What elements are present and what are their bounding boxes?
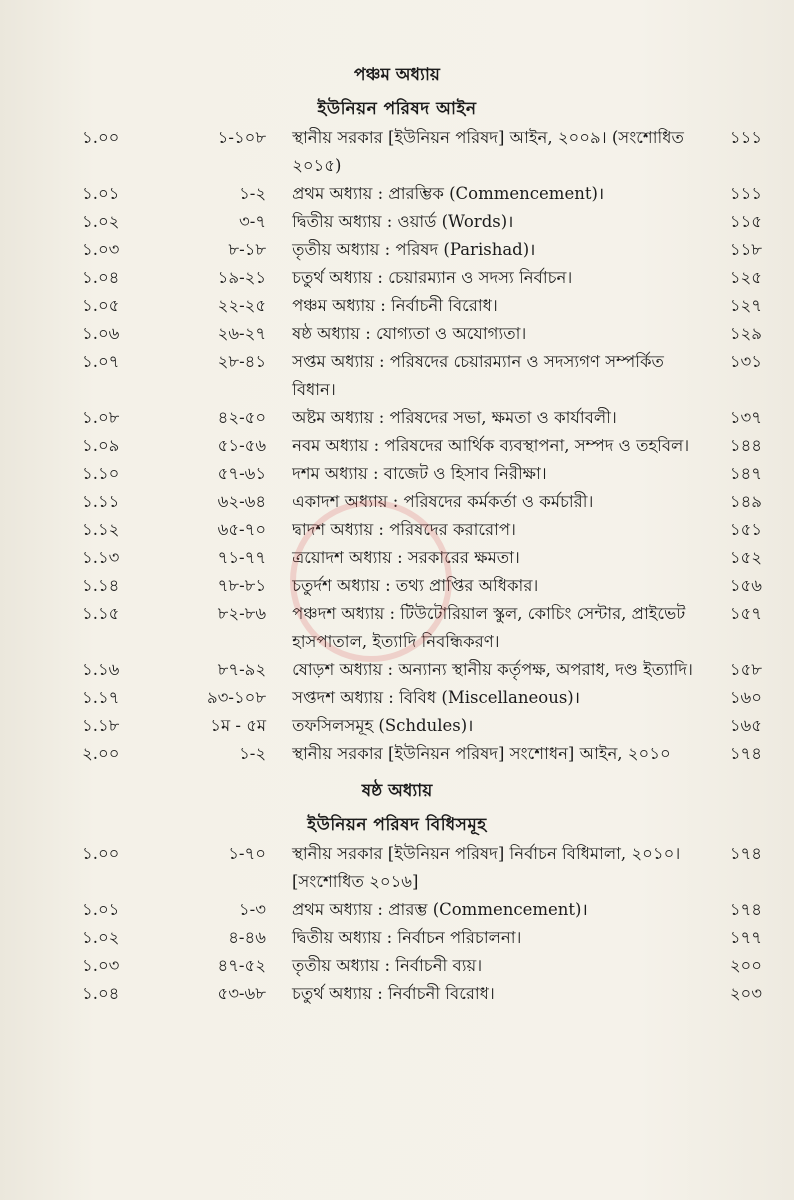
- section-range: ৫৩-৬৮: [217, 984, 266, 1003]
- section-number: ১.০২: [82, 928, 120, 947]
- section-title-text: চতুর্থ অধ্যায় : নির্বাচনী বিরোধ।: [291, 984, 495, 1003]
- section-range: ১-৭০: [228, 844, 266, 863]
- section-number: ১.১৫: [82, 604, 120, 623]
- section-title-text: চতুর্থ অধ্যায় : চেয়ারম্যান ও সদস্য নির্বাচন।: [292, 268, 573, 287]
- page-number: ১২৫: [729, 268, 762, 287]
- section-range: ৮-১৮: [228, 240, 267, 259]
- section-range: ৬৫-৭০: [217, 520, 267, 539]
- section-number: ১.০৪: [82, 984, 120, 1003]
- toc-row: [82, 264, 762, 292]
- section-range: ৪-৪৬: [228, 928, 266, 947]
- chapter-heading: ষষ্ঠ অধ্যায়: [361, 781, 433, 801]
- section-number: ১.১৪: [82, 576, 120, 595]
- section-range: ১-২: [239, 744, 267, 763]
- section-title-text: স্থানীয় সরকার [ইউনিয়ন পরিষদ] নির্বাচন বিধিমালা, ২০১০। [সংশোধিত ২০১৬]: [291, 844, 681, 891]
- section-range: ৯৩-১০৮: [206, 688, 267, 707]
- section-range: ১-৩: [238, 900, 266, 919]
- section-number: ১.০২: [82, 212, 120, 231]
- section-number: ১.১০: [82, 464, 120, 483]
- section-range: ৭৮-৮১: [217, 576, 267, 595]
- toc-row: [82, 572, 762, 600]
- section-number: ১.০৯: [82, 436, 120, 455]
- page-number: ১৫২: [729, 548, 762, 567]
- chapter-heading: পঞ্চম অধ্যায়: [354, 65, 440, 85]
- section-title-text: পঞ্চদশ অধ্যায় : টিউটোরিয়াল স্কুল, কোচিং সেন্টার, প্রাইভেট হাসপাতাল, ইত্যাদি নিবন্ধিকরণ।: [292, 604, 686, 651]
- toc-row: [82, 124, 762, 180]
- section-range: ৮২-৮৬: [217, 604, 267, 623]
- section-range: ৮৭-৯২: [217, 660, 267, 679]
- page-number: ১৭৪: [729, 900, 762, 919]
- page-number: ১৫৮: [729, 660, 762, 679]
- section-range: ১ম - ৫ম: [210, 716, 267, 735]
- page-number: ১৪৭: [729, 464, 762, 483]
- toc-row: [82, 544, 762, 572]
- section-range: ২৮-৪১: [217, 352, 267, 371]
- section-range: ১-১০৮: [217, 128, 267, 147]
- page-number: ১২৯: [729, 324, 762, 343]
- page-number: ২০০: [729, 956, 762, 975]
- section-title-text: স্থানীয় সরকার [ইউনিয়ন পরিষদ] সংশোধন] আইন, ২০১০: [292, 744, 671, 763]
- section-number: ১.১২: [82, 520, 120, 539]
- toc-body: [82, 124, 762, 768]
- section-title: ইউনিয়ন পরিষদ বিধিসমূহ: [307, 815, 487, 835]
- section-number: ১.০৭: [82, 352, 120, 371]
- toc-row: [82, 600, 762, 656]
- section-title-text: অষ্টম অধ্যায় : পরিষদের সভা, ক্ষমতা ও কার্যাবলী।: [292, 408, 617, 427]
- toc-row: [82, 516, 762, 544]
- toc-row: [82, 488, 762, 516]
- section-title-text: তফসিলসমূহ (Schdules)।: [292, 716, 474, 735]
- page-number: ১১১: [729, 128, 762, 147]
- section-title-text: চতুর্দশ অধ্যায় : তথ্য প্রাপ্তির অধিকার।: [292, 576, 539, 595]
- section-number: ২.০০: [82, 744, 120, 763]
- section-number: ১.০৪: [82, 268, 120, 287]
- section-title-text: একাদশ অধ্যায় : পরিষদের কর্মকর্তা ও কর্মচারী।: [292, 492, 594, 511]
- section-title-text: সপ্তদশ অধ্যায় : বিবিধ (Miscellaneous)।: [292, 688, 580, 707]
- toc-row: [82, 980, 762, 1008]
- toc-row: [82, 236, 762, 264]
- section-title-text: প্রথম অধ্যায় : প্রারম্ভ (Commencement)।: [291, 900, 588, 919]
- section-number: ১.০১: [82, 900, 120, 919]
- toc-table: [82, 840, 762, 1008]
- page-number: ১৬৫: [729, 716, 762, 735]
- section-number: ১.১৮: [82, 716, 120, 735]
- toc-row: [82, 348, 762, 404]
- page-number: ১১৫: [729, 212, 762, 231]
- page-number: ১৪৪: [729, 436, 762, 455]
- page-number: ১৭৪: [729, 844, 762, 863]
- section-title-text: তৃতীয় অধ্যায় : নির্বাচনী ব্যয়।: [291, 956, 483, 975]
- page-number: ১৫৭: [729, 604, 762, 623]
- toc-table: [82, 124, 762, 768]
- page-number: ১৪৯: [729, 492, 762, 511]
- section-range: ৭১-৭৭: [217, 548, 267, 567]
- section-title-text: তৃতীয় অধ্যায় : পরিষদ (Parishad)।: [292, 240, 536, 259]
- page-number: ১৭৭: [729, 928, 762, 947]
- section-number: ১.০৩: [82, 956, 120, 975]
- section-range: ২৬-২৭: [217, 324, 267, 343]
- section-title: ইউনিয়ন পরিষদ আইন: [317, 99, 477, 119]
- section-title-text: দ্বিতীয় অধ্যায় : নির্বাচন পরিচালনা।: [291, 928, 522, 947]
- section-number: ১.০৫: [82, 296, 120, 315]
- section-number: ১.০৩: [82, 240, 120, 259]
- section-title-text: নবম অধ্যায় : পরিষদের আর্থিক ব্যবস্থাপনা, সম্পদ ও তহবিল।: [292, 436, 690, 455]
- page-number: ১৩৭: [729, 408, 762, 427]
- section-title-text: সপ্তম অধ্যায় : পরিষদের চেয়ারম্যান ও সদস্যগণ সম্পর্কিত বিধান।: [292, 352, 664, 399]
- section-range: ৪৭-৫২: [217, 956, 266, 975]
- toc-row: [82, 896, 762, 924]
- section-title-text: স্থানীয় সরকার [ইউনিয়ন পরিষদ] আইন, ২০০৯। (সংশোধিত ২০১৫): [292, 128, 684, 175]
- toc-row: [82, 924, 762, 952]
- section-title-text: দশম অধ্যায় : বাজেট ও হিসাব নিরীক্ষা।: [292, 464, 547, 483]
- section-number: ১.০৬: [82, 324, 120, 343]
- toc-row: [82, 208, 762, 236]
- section-range: ৪২-৫০: [217, 408, 267, 427]
- toc-row: [82, 292, 762, 320]
- page-number: ১৭৪: [729, 744, 762, 763]
- toc-row: [82, 432, 762, 460]
- section-range: ১৯-২১: [217, 268, 267, 287]
- section-range: ৫১-৫৬: [217, 436, 267, 455]
- section-number: ১.০১: [82, 184, 120, 203]
- page-number: ১৬০: [729, 688, 762, 707]
- section-range: ৩-৭: [239, 212, 267, 231]
- toc-row: [82, 840, 762, 896]
- page-number: ২০৩: [729, 984, 762, 1003]
- page-number: ১৫৬: [729, 576, 762, 595]
- section-number: ১.০০: [82, 128, 120, 147]
- section-title-text: ষষ্ঠ অধ্যায় : যোগ্যতা ও অযোগ্যতা।: [292, 324, 527, 343]
- section-title-text: প্রথম অধ্যায় : প্রারম্ভিক (Commencement)।: [292, 184, 605, 203]
- toc-row: [82, 404, 762, 432]
- page-number: ১২৭: [729, 296, 762, 315]
- toc-row: [82, 320, 762, 348]
- page-number: ১৩১: [729, 352, 762, 371]
- section-number: ১.১৩: [82, 548, 120, 567]
- section-number: ১.০৮: [82, 408, 120, 427]
- section-number: ১.১১: [82, 492, 120, 511]
- section-number: ১.০০: [82, 844, 120, 863]
- toc-row: [82, 460, 762, 488]
- section-range: ২২-২৫: [217, 296, 267, 315]
- toc-body: [82, 840, 762, 1008]
- toc-row: [82, 180, 762, 208]
- page-number: ১৫১: [729, 520, 762, 539]
- section-number: ১.১৭: [82, 688, 120, 707]
- page-number: ১১১: [729, 184, 762, 203]
- toc-row: [82, 712, 762, 740]
- toc-row: [82, 740, 762, 768]
- section-title-text: ষোড়শ অধ্যায় : অন্যান্য স্থানীয় কর্তৃপক্ষ, অপরাধ, দণ্ড ইত্যাদি।: [292, 660, 693, 679]
- section-range: ১-২: [239, 184, 267, 203]
- page-number: ১১৮: [729, 240, 762, 259]
- section-range: ৬২-৬৪: [217, 492, 267, 511]
- toc-row: [82, 952, 762, 980]
- section-title-text: ত্রয়োদশ অধ্যায় : সরকারের ক্ষমতা।: [292, 548, 520, 567]
- section-number: ১.১৬: [82, 660, 120, 679]
- toc-row: [82, 684, 762, 712]
- section-title-text: দ্বাদশ অধ্যায় : পরিষদের করারোপ।: [292, 520, 516, 539]
- section-title-text: পঞ্চম অধ্যায় : নির্বাচনী বিরোধ।: [292, 296, 498, 315]
- section-range: ৫৭-৬১: [217, 464, 267, 483]
- toc-row: [82, 656, 762, 684]
- section-title-text: দ্বিতীয় অধ্যায় : ওয়ার্ড (Words)।: [292, 212, 514, 231]
